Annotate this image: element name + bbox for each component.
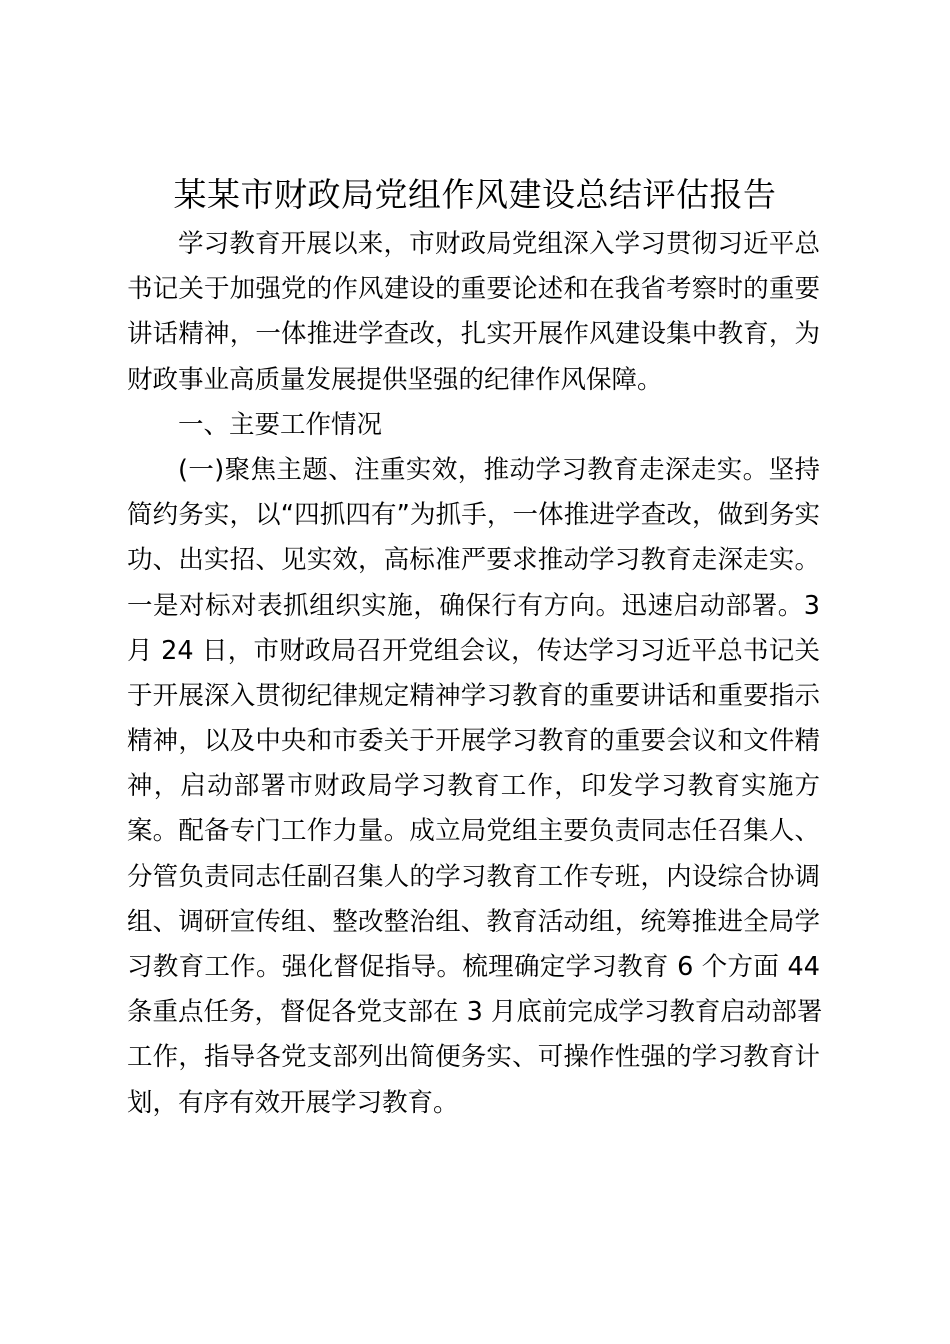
text-line: 财政事业高质量发展提供坚强的纪律作风保障。 bbox=[127, 364, 663, 395]
text-line: (一)聚焦主题、注重实效，推动学习教育走深走实。坚持 bbox=[178, 454, 820, 485]
text-line: 学习教育开展以来，市财政局党组深入学习贯彻习近平总 bbox=[178, 229, 820, 259]
text-line: 月 24 日，市财政局召开党组会议，传达学习习近平总书记关 bbox=[127, 635, 820, 666]
document-body bbox=[127, 222, 823, 1126]
text-line: 分管负责同志任副召集人的学习教育工作专班，内设综合协调 bbox=[127, 861, 820, 892]
section-heading: 一、主要工作情况 bbox=[178, 409, 383, 440]
text-line: 条重点任务，督促各党支部在 3 月底前完成学习教育启动部署 bbox=[127, 997, 823, 1028]
text-line: 简约务实，以“四抓四有”为抓手，一体推进学查改，做到务实 bbox=[127, 500, 820, 531]
text-line: 划，有序有效开展学习教育。 bbox=[127, 1087, 459, 1118]
text-line: 一是对标对表抓组织实施，确保行有方向。迅速启动部署。3 bbox=[127, 590, 820, 621]
document-title: 某某市财政局党组作风建设总结评估报告 bbox=[173, 175, 777, 214]
text-line: 工作，指导各党支部列出简便务实、可操作性强的学习教育计 bbox=[127, 1042, 820, 1073]
text-line: 书记关于加强党的作风建设的重要论述和在我省考察时的重要 bbox=[127, 274, 820, 305]
section-paragraph bbox=[127, 448, 823, 1126]
text-line: 功、出实招、见实效，高标准严要求推动学习教育走深走实。 bbox=[127, 545, 820, 576]
text-line: 于开展深入贯彻纪律规定精神学习教育的重要讲话和重要指示 bbox=[127, 680, 820, 711]
intro-paragraph bbox=[127, 222, 820, 403]
text-line: 案。配备专门工作力量。成立局党组主要负责同志任召集人、 bbox=[127, 816, 820, 847]
text-line: 讲话精神，一体推进学查改，扎实开展作风建设集中教育，为 bbox=[127, 319, 820, 350]
text-line: 习教育工作。强化督促指导。梳理确定学习教育 6 个方面 44 bbox=[127, 952, 820, 982]
text-line: 精神，以及中央和市委关于开展学习教育的重要会议和文件精 bbox=[127, 726, 820, 757]
text-line: 神，启动部署市财政局学习教育工作，印发学习教育实施方 bbox=[127, 771, 820, 802]
text-line: 组、调研宣传组、整改整治组、教育活动组，统筹推进全局学 bbox=[127, 906, 820, 937]
